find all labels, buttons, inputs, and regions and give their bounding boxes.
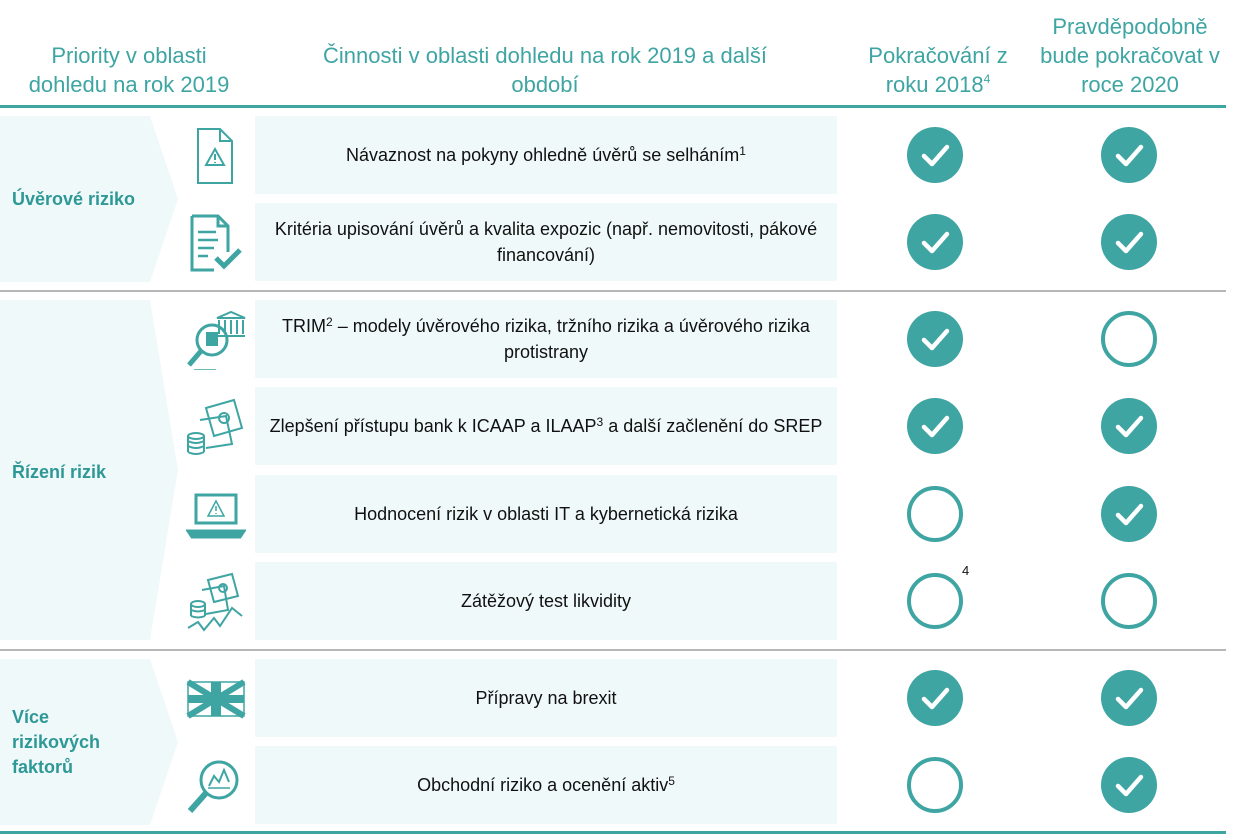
activity-row <box>255 562 837 640</box>
likely-check-icon <box>1100 126 1158 184</box>
continued-empty-circle-icon <box>906 485 964 543</box>
continued-check-icon <box>906 310 964 368</box>
footnote-sup: 1 <box>739 144 746 158</box>
section-credit-risk <box>0 116 180 282</box>
header-continued-text: Pokračování z roku 2018 <box>868 43 1008 97</box>
footnote-sup: 5 <box>668 774 675 788</box>
activity-text: Návaznost na pokyny ohledně úvěrů se selháním <box>346 145 740 165</box>
activity-text-wrap <box>405 772 687 798</box>
activity-row <box>255 116 837 194</box>
section-label: Více rizikových faktorů <box>12 707 101 777</box>
continued-check-icon <box>906 669 964 727</box>
chart-magnifier-icon <box>186 756 246 816</box>
activity-text: Zlepšení přístupu bank k ICAAP a ILAAP <box>269 416 597 436</box>
section-divider <box>0 290 1226 292</box>
activity-text-wrap <box>255 313 837 365</box>
activity-row <box>255 746 837 824</box>
warning-document-icon <box>186 125 246 185</box>
footnote-sup: 2 <box>326 315 333 329</box>
money-stress-chart-icon <box>186 572 246 632</box>
uk-flag-icon <box>186 670 246 730</box>
likely-check-icon <box>1100 213 1158 271</box>
activity-text-after: – modely úvěrového rizika, tržního rizika a úvěrového rizika protistrany <box>332 316 810 362</box>
header-rule <box>0 105 1226 108</box>
activity-row <box>255 387 837 465</box>
likely-check-icon <box>1100 397 1158 455</box>
footnote-mark: 4 <box>962 563 970 578</box>
money-coins-icon <box>186 398 246 458</box>
footer-rule <box>0 831 1226 834</box>
continued-empty-circle-icon <box>906 756 964 814</box>
likely-empty-circle-icon <box>1100 572 1158 630</box>
continued-check-icon <box>906 213 964 271</box>
header-activities: Činnosti v oblasti dohledu na rok 2019 a další období <box>323 43 767 97</box>
activity-text: Přípravy na brexit <box>475 688 617 708</box>
continued-check-icon <box>906 397 964 455</box>
activity-text: Zátěžový test likvidity <box>460 591 632 611</box>
activity-text-after: a další začlenění do SREP <box>603 416 823 436</box>
activity-text: Obchodní riziko a ocenění aktiv <box>417 775 669 795</box>
activity-text-wrap <box>258 413 835 439</box>
section-label: Úvěrové riziko <box>12 189 136 209</box>
bank-magnifier-icon <box>186 310 246 370</box>
activity-text: TRIM <box>282 316 327 336</box>
likely-empty-circle-icon <box>1100 310 1158 368</box>
activity-text: Hodnocení rizik v oblasti IT a kybernetická rizika <box>354 504 738 524</box>
header-continued <box>858 41 1018 99</box>
header-continued-sup: 4 <box>983 72 991 86</box>
activity-row <box>255 300 837 378</box>
section-label: Řízení rizik <box>12 462 107 482</box>
activity-row <box>255 203 837 281</box>
laptop-warning-icon <box>186 485 246 545</box>
activity-row <box>255 659 837 737</box>
activity-text-wrap <box>334 142 758 168</box>
section-multiple-risk-factors <box>0 659 180 825</box>
section-risk-management <box>0 300 180 640</box>
likely-check-icon <box>1100 669 1158 727</box>
header-likely: Pravděpodobně bude pokračovat v roce 2020 <box>1040 14 1220 97</box>
checked-document-icon <box>186 212 246 272</box>
footnote-sup: 3 <box>596 415 604 429</box>
activity-text: Kritéria upisování úvěrů a kvalita expozic (např. nemovitosti, pákové financování) <box>274 219 818 265</box>
likely-check-icon <box>1100 485 1158 543</box>
continued-check-icon <box>906 126 964 184</box>
header-priorities: Priority v oblasti dohledu na rok 2019 <box>28 43 230 97</box>
continued-empty-circle-icon <box>906 572 964 630</box>
activity-row <box>255 475 837 553</box>
section-divider <box>0 649 1226 651</box>
likely-check-icon <box>1100 756 1158 814</box>
